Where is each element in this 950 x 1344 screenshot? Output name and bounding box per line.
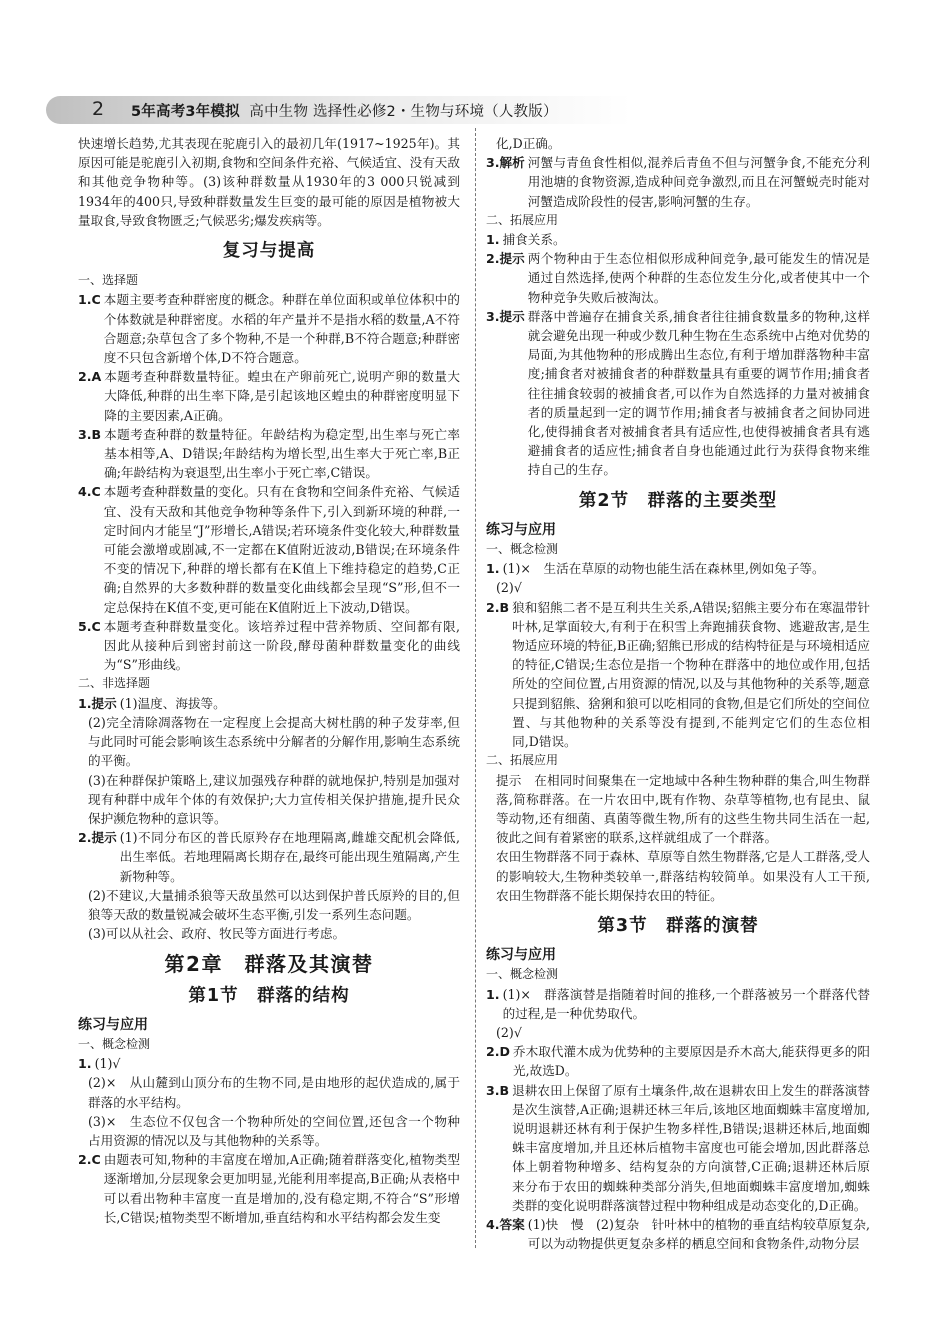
concept-heading: 一、概念检测 [486, 967, 559, 982]
answer-item [78, 482, 460, 616]
answer-text: (1)不同分布区的普氏原羚存在地理隔离,雌雄交配机会降低,出生率低。若地理隔离长期存在,最终可能出现生殖隔离,产生新物种等。 [119, 830, 460, 884]
answer-continuation: 化,D正确。 [496, 136, 561, 151]
answer-continuation: (2)× 从山麓到山顶分布的生物不同,是由地形的起伏造成的,属于群落的水平结构。 [88, 1075, 460, 1110]
right-column [486, 134, 870, 1253]
answer-text: (1)× 群落演替是指随着时间的推移,一个群落被另一个群落代替的过程,是一种优势取代。 [502, 986, 870, 1021]
answer-continuation: (2)√ [496, 1024, 522, 1040]
answer-item [78, 425, 460, 483]
column-divider [475, 128, 476, 1248]
answer-continuation: (2)√ [496, 580, 522, 596]
answer-label: 5.C [78, 618, 101, 634]
answer-item [78, 1054, 460, 1073]
answer-item [486, 1081, 870, 1215]
answer-item [486, 307, 870, 480]
answer-label: 1.提示 [78, 695, 117, 711]
answer-text: 退耕农田上保留了原有土壤条件,故在退耕农田上发生的群落演替是次生演替,A正确;退耕还林三年后,该地区地面蜘蛛丰富度增加,说明退耕还林有利于保护生物多样性,B错误;退耕还林后,地面蜘蛛丰富度增加,并且还林后植物丰富度也可能会增加,因此群落总体上朝着物种增多、结构复杂的方向演替,C正确;退耕还林后原来分布于农田的蜘蛛种类部分消失,但地面蜘蛛丰富度增加,蜘蛛类群的变化说明群落演替过程中物种组成是动态变化的,D正确。 [512, 1082, 870, 1213]
book-name: 高中生物 选择性必修2・生物与环境（人教版） [249, 104, 558, 120]
answer-text: 由题表可知,物种的丰富度在增加,A正确;随着群落变化,植物类型逐渐增加,分层现象会更加明显,光能利用率提高,B正确;从表格中可以看出物种丰富度一直是增加的,没有稳定期,不符合“S”形增长,C错误;植物类型不断增加,垂直结构和水平结构都会发生变 [103, 1152, 460, 1225]
answer-label: 1. [486, 232, 500, 248]
expand-heading: 二、拓展应用 [486, 212, 559, 227]
answer-item [78, 290, 460, 367]
answer-label: 3.解析 [486, 155, 525, 171]
page-number: 2 [92, 98, 105, 120]
chapter-title: 第2章 群落及其演替 [164, 952, 374, 977]
answer-paragraph: 提示 在相同时间聚集在一定地域中各种生物种群的集合,叫生物群落,简称群落。在一片农田中,既有作物、杂草等植物,也有昆虫、鼠等动物,还有细菌、真菌等微生物,所有的这些生物共同生活在一起,彼此之间有着紧密的联系,这样就组成了一个群落。 [496, 772, 870, 846]
expand-heading: 二、拓展应用 [486, 753, 559, 768]
review-title: 复习与提高 [222, 241, 316, 262]
mc-heading: 一、选择题 [78, 273, 139, 288]
answer-continuation: (3)可以从社会、政府、牧民等方面进行考虑。 [88, 926, 346, 942]
answer-label: 1.C [78, 292, 101, 308]
answer-label: 4.答案 [486, 1216, 525, 1232]
answer-text: 本题考查种群数量特征。蝗虫在产卵前死亡,说明产卵的数量大大降低,种群的出生率下降,是引起该地区蝗虫的种群密度明显下降的主要因素,A正确。 [104, 369, 460, 423]
answer-label: 1. [486, 561, 500, 577]
answer-text: 乔木取代灌木成为优势种的主要原因是乔木高大,能获得更多的阳光,故选D。 [513, 1044, 870, 1079]
answer-text: 本题考查种群数量变化。该培养过程中营养物质、空间都有限,因此从接种后到密封前这一阶段,酵母菌种群数量变化的曲线为“S”形曲线。 [103, 618, 460, 673]
answer-continuation: (3)在种群保护策略上,建议加强残存种群的就地保护,特别是加强对现有种群中成年个体的有效保护;大力宣传相关保护措施,提升民众保护濒危物种的意识等。 [88, 772, 460, 826]
intro-paragraph: 快速增长趋势,尤其表现在驼鹿引入的最初几年(1917~1925年)。其原因可能是驼鹿引入初期,食物和空间条件充裕、气候适宜、没有天敌和其他竞争物种等。(3)该种群数量从1930年的3 000只锐减到1934年的400只,导致种群数量发生巨变的最可能的原因是植物被大量取食,导致食物匮乏;气候恶劣;爆发疾病等。 [78, 136, 460, 228]
nonmc-heading: 二、非选择题 [78, 676, 151, 691]
answer-label: 2.C [78, 1152, 101, 1168]
answer-item [486, 1215, 870, 1253]
answer-text: (1)√ [94, 1056, 121, 1072]
answer-item [78, 828, 460, 886]
answer-label: 3.B [486, 1082, 510, 1098]
answer-item [486, 230, 870, 249]
answer-item [486, 1042, 870, 1080]
answer-continuation: (2)不建议,大量捕杀狼等天敌虽然可以达到保护普氏原羚的目的,但狼等天敌的数量锐减会破坏生态平衡,引发一系列生态问题。 [88, 887, 460, 922]
answer-text: (1)温度、海拔等。 [119, 695, 226, 711]
answer-label: 1. [78, 1056, 92, 1072]
practice-heading: 练习与应用 [78, 1016, 148, 1033]
practice-heading: 练习与应用 [486, 521, 556, 538]
answer-continuation: (3)× 生态位不仅包含一个物种所处的空间位置,还包含一个物种占用资源的情况以及与其他物种的关系等。 [88, 1113, 460, 1148]
answer-text: 群落中普遍存在捕食关系,捕食者往往捕食数量多的物种,这样就会避免出现一种或少数几种生物在生态系统中占绝对优势的局面,为其他物种的形成腾出生态位,有利于增加群落物种丰富度;捕食者对被捕食者的种群数量具有重要的调节作用;捕食者往往捕食较弱的被捕食者,可以作为自然选择的力量对被捕食者的质量起到一定的调节作用;捕食者与被捕食者之间协同进化,使得捕食者对被捕食者具有适应性,也使得被捕食者具有逃避捕食者的适应性;捕食者自身也能通过此行为获得食物来维持自己的生存。 [527, 308, 870, 478]
concept-heading: 一、概念检测 [486, 542, 559, 557]
answer-item [486, 598, 870, 752]
answer-text: (1)快 慢 (2)复杂 针叶林中的植物的垂直结构较草原复杂,可以为动物提供更复杂多样的栖息空间和食物条件,动物分层 [527, 1216, 870, 1252]
answer-item [78, 367, 460, 425]
answer-item [486, 153, 870, 211]
concept-heading: 一、概念检测 [78, 1036, 151, 1051]
section-title: 第1节 群落的结构 [188, 985, 350, 1006]
answer-text: 两个物种由于生态位相似形成种间竞争,最可能发生的情况是通过自然选择,使两个种群的生态位发生分化,或者使其中一个物种竞争失败后被淘汰。 [527, 251, 870, 305]
answer-item [78, 617, 460, 675]
answer-item [78, 1150, 460, 1227]
section-title: 第2节 群落的主要类型 [578, 490, 778, 511]
answer-label: 2.提示 [78, 830, 117, 846]
answer-label: 2.B [486, 599, 510, 615]
section-title: 第3节 群落的演替 [597, 915, 759, 936]
answer-label: 4.C [78, 484, 101, 500]
answer-text: (1)× 生活在草原的动物也能生活在森林里,例如兔子等。 [502, 561, 825, 577]
left-column [78, 134, 460, 1227]
series-name: 5年高考3年模拟 [131, 104, 240, 120]
answer-item [486, 559, 870, 578]
answer-text: 本题主要考查种群密度的概念。种群在单位面积或单位体积中的个体数就是种群密度。水稻的年产量并不是指水稻的数量,A不符合题意;杂草包含了多个物种,不是一个种群,B不符合题意;种群密度不只包含新增个体,D不符合题意。 [103, 292, 460, 366]
book-title [131, 100, 558, 121]
answer-label: 2.A [78, 369, 102, 385]
answer-text: 捕食关系。 [502, 232, 566, 248]
answer-item [486, 249, 870, 307]
answer-text: 狼和貂熊二者不是互利共生关系,A错误;貂熊主要分布在寒温带针叶林,足掌面较大,有利于在积雪上奔跑捕获食物、逃避敌害,是生物适应环境的特征,B正确;貂熊已形成的结构特征是与环境相适应的特征,C错误;生态位是指一个物种在群落中的地位或作用,包括所处的空间位置,占用资源的情况,以及与其他物种的关系等,题意只提到貂熊、猞猁和狼可以吃相同的食物,但是它们所处的空间位置、与其他物种的关系等没有提到,不能判定它们的生态位相同,D错误。 [512, 599, 870, 750]
answer-continuation: (2)完全清除凋落物在一定程度上会提高大树杜鹃的种子发芽率,但与此同时可能会影响该生态系统中分解者的分解作用,影响生态系统的平衡。 [88, 714, 460, 769]
answer-label: 3.提示 [486, 308, 525, 324]
answer-label: 3.B [78, 426, 102, 442]
answer-text: 河蟹与青鱼食性相似,混养后青鱼不但与河蟹争食,不能充分利用池塘的食物资源,造成种间竞争激烈,而且在河蟹蜕壳时能对河蟹造成阶段性的侵害,影响河蟹的生存。 [527, 155, 870, 209]
answer-text: 本题考查种群数量的变化。只有在食物和空间条件充裕、气候适宜、没有天敌和其他竞争物种等条件下,引入到新环境的种群,一定时间内才能呈“J”形增长,A错误;若环境条件变化较大,种群数量可能会激增或剧减,不一定都在K值附近波动,B错误;在环境条件不变的情况下,种群的增长都有在K值上下维持稳定的趋势,C正确;自然界的大多数种群的数量变化曲线都会呈现“S”形,但不一定总保持在K值不变,更可能在K值附近上下波动,D错误。 [103, 484, 460, 615]
answer-item [78, 694, 460, 713]
answer-paragraph: 农田生物群落不同于森林、草原等自然生物群落,它是人工群落,受人的影响较大,生物种类较单一,群落结构较简单。如果没有人工干预,农田生物群落不能长期保持农田的特征。 [496, 849, 870, 903]
answer-text: 本题考查种群的数量特征。年龄结构为稳定型,出生率与死亡率基本相等,A、D错误;年龄结构为增长型,出生率大于死亡率,B正确;年龄结构为衰退型,出生率小于死亡率,C错误。 [104, 426, 460, 481]
answer-label: 2.提示 [486, 251, 525, 267]
practice-heading: 练习与应用 [486, 947, 556, 964]
answer-label: 1. [486, 986, 500, 1002]
answer-item [486, 985, 870, 1023]
answer-label: 2.D [486, 1044, 511, 1060]
